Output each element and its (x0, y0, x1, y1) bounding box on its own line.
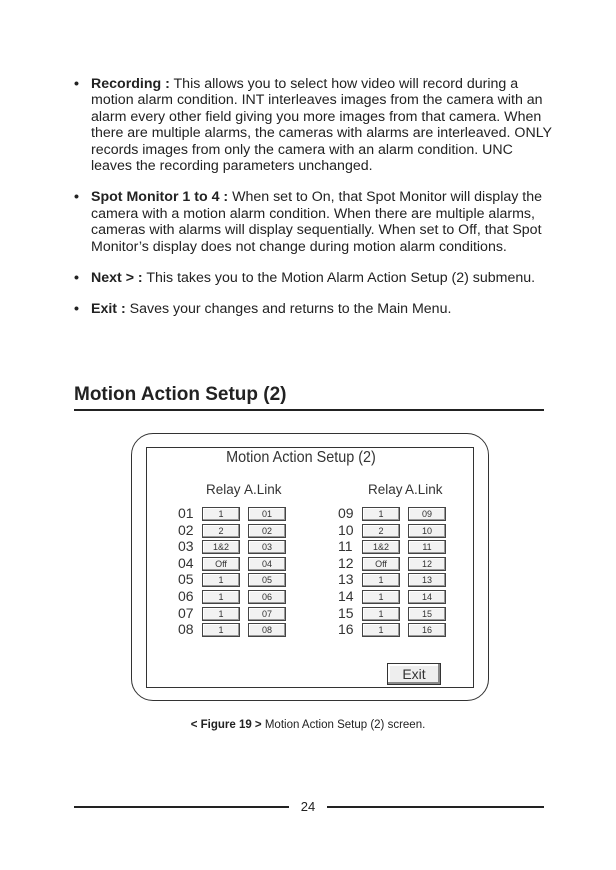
relay-field[interactable]: Off (362, 557, 400, 571)
alarm-link-field[interactable]: 11 (408, 540, 446, 554)
alarm-link-field[interactable]: 16 (408, 623, 446, 637)
camera-number-left: 02 (178, 521, 194, 538)
caption-text: Motion Action Setup (2) screen. (261, 719, 426, 731)
alarm-link-field[interactable]: 12 (408, 557, 446, 571)
relay-field[interactable]: 1 (202, 607, 240, 621)
bullet-text: This takes you to the Motion Alarm Action Setup (2) submenu. (142, 270, 536, 287)
link-header-left: A.Link (244, 482, 282, 497)
camera-number-right: 12 (338, 554, 354, 571)
camera-number-left: 07 (178, 604, 194, 621)
bullet-recording (74, 76, 554, 174)
relay-field[interactable]: 1&2 (202, 540, 240, 554)
alarm-link-field[interactable]: 14 (408, 590, 446, 604)
bullet-term: Exit : (91, 301, 126, 318)
bullet-text: This allows you to select how video will record during a motion alarm condition. INT interleaves images from the camera with an alarm every other field giving you more images from that camera. When there are multiple alarms, the cameras with alarms are interleaved. ONLY records images from only the camera with an alarm condition. UNC leaves the recording parameters unchanged. (91, 76, 552, 175)
camera-number-left: 04 (178, 554, 194, 571)
bullet-exit (74, 301, 554, 317)
alarm-link-field[interactable]: 04 (248, 557, 286, 571)
bullet-spot-monitor (74, 189, 554, 255)
alarm-link-field[interactable]: 08 (248, 623, 286, 637)
bullet-dot: • (74, 76, 79, 92)
alarm-link-field[interactable]: 13 (408, 573, 446, 587)
camera-number-right: 14 (338, 588, 354, 604)
relay-field[interactable]: 1 (202, 590, 240, 604)
relay-field[interactable]: 1 (362, 507, 400, 521)
exit-button[interactable]: Exit (387, 663, 441, 685)
relay-field[interactable]: Off (202, 557, 240, 571)
camera-number-left: 08 (178, 621, 194, 638)
relay-field[interactable]: 1 (362, 623, 400, 637)
figure-caption (0, 719, 616, 731)
relay-field[interactable]: 1 (202, 507, 240, 521)
bullet-term: Recording : (91, 76, 170, 92)
relay-field[interactable]: 2 (202, 524, 240, 538)
relay-field[interactable]: 1&2 (362, 540, 400, 554)
bullet-list (74, 76, 554, 333)
bullet-dot: • (74, 189, 79, 206)
camera-number-left: 06 (178, 588, 194, 604)
alarm-link-field[interactable]: 01 (248, 507, 286, 521)
camera-number-right: 13 (338, 571, 354, 588)
bullet-text: When set to On, that Spot Monitor will display the camera with a motion alarm condition. When there are multiple alarms, cameras with alarms will display sequentially. When set to Off, that Spot Monitor’s display does not change during motion alarm conditions. (91, 189, 542, 255)
relay-header-right: Relay (368, 482, 403, 497)
bullet-term: Spot Monitor 1 to 4 : (91, 189, 229, 206)
alarm-link-field[interactable]: 06 (248, 590, 286, 604)
alarm-link-field[interactable]: 15 (408, 607, 446, 621)
bullet-dot: • (74, 270, 79, 287)
relay-field[interactable]: 1 (202, 623, 240, 637)
camera-number-right: 11 (338, 538, 353, 555)
camera-number-right: 16 (338, 621, 354, 638)
relay-field[interactable]: 2 (362, 524, 400, 538)
bullet-dot: • (74, 301, 79, 318)
alarm-link-field[interactable]: 03 (248, 540, 286, 554)
relay-field[interactable]: 1 (202, 573, 240, 587)
camera-number-left: 05 (178, 571, 194, 588)
screen-title: Motion Action Setup (2) (226, 449, 376, 466)
relay-field[interactable]: 1 (362, 607, 400, 621)
footer-rule-right (327, 806, 544, 808)
relay-field[interactable]: 1 (362, 573, 400, 587)
link-header-right: A.Link (405, 482, 443, 497)
camera-number-left: 01 (178, 505, 194, 521)
camera-number-right: 15 (338, 604, 354, 621)
section-title: Motion Action Setup (2) (74, 384, 544, 411)
bullet-term: Next > : (91, 270, 143, 287)
footer-rule-left (74, 806, 289, 808)
bullet-next (74, 270, 554, 286)
alarm-link-field[interactable]: 02 (248, 524, 286, 538)
figure-label: < Figure 19 > (190, 719, 262, 731)
alarm-link-field[interactable]: 10 (408, 524, 446, 538)
alarm-link-field[interactable]: 07 (248, 607, 286, 621)
relay-field[interactable]: 1 (362, 590, 400, 604)
alarm-link-field[interactable]: 05 (248, 573, 286, 587)
camera-number-right: 10 (338, 521, 354, 538)
alarm-link-field[interactable]: 09 (408, 507, 446, 521)
relay-header-left: Relay (206, 482, 241, 497)
camera-number-right: 09 (338, 505, 354, 521)
camera-number-left: 03 (178, 538, 194, 555)
bullet-text: Saves your changes and returns to the Main Menu. (125, 301, 452, 318)
page-number: 24 (300, 799, 316, 814)
